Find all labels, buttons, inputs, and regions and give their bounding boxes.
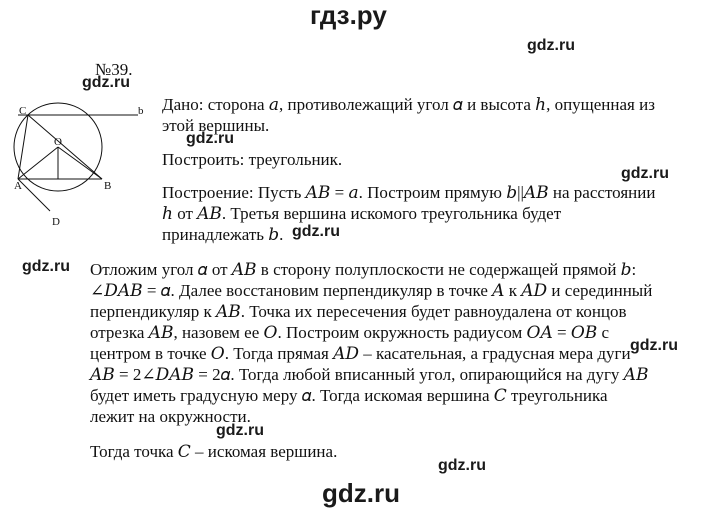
conclusion-line: Тогда точка 𝐶 – искомая вершина. [90, 442, 338, 461]
label-b-line: b [138, 105, 144, 117]
radius-ob [58, 147, 102, 179]
explanation-block [90, 259, 652, 427]
label-c: C [19, 105, 27, 117]
given-line: Дано: сторона 𝑎, противолежащий угол 𝛼 и высота ℎ, опущенная из [162, 95, 655, 114]
task-line: Построить: треугольник. [162, 150, 343, 169]
label-a: A [14, 180, 22, 192]
segment-cb [28, 115, 102, 179]
explanation-line: центром в точке 𝑂. Тогда прямая 𝐴𝐷 – касательная, а градусная мера дуги [90, 344, 631, 363]
given-line: этой вершины. [162, 116, 270, 135]
explanation-line: 𝐴𝐵 = 2∠𝐷𝐴𝐵 = 2𝛼. Тогда любой вписанный угол, опирающийся на дугу 𝐴𝐵 [90, 365, 649, 384]
watermark: gdz.ru [438, 457, 486, 474]
watermark: gdz.ru [82, 74, 130, 91]
explanation-line: перпендикуляр к 𝐴𝐵. Точка их пересечения будет равноудалена от концов [90, 302, 627, 321]
explanation-line: лежит на окружности. [90, 407, 251, 426]
explanation-line: Отложим угол 𝛼 от 𝐴𝐵 в сторону полуплоскости не содержащей прямой 𝑏: [90, 260, 637, 279]
label-d: D [52, 216, 60, 228]
problem-number: №39. [95, 60, 133, 79]
watermark: gdz.ru [621, 165, 669, 182]
construction-figure [10, 92, 150, 232]
radius-oa [18, 147, 58, 179]
header-watermark: гдз.ру [310, 0, 387, 30]
explanation-line: ∠𝐷𝐴𝐵 = 𝛼. Далее восстановим перпендикуляр в точке 𝐴 к 𝐴𝐷 и серединный [90, 281, 653, 300]
watermark: gdz.ru [630, 337, 678, 354]
construction-line: принадлежать 𝑏. [162, 225, 284, 244]
label-b: B [104, 180, 112, 192]
watermark: gdz.ru [22, 258, 70, 275]
watermark: gdz.ru [292, 223, 340, 240]
construction-block [162, 182, 655, 245]
footer-watermark: gdz.ru [322, 478, 400, 508]
watermark: gdz.ru [527, 37, 575, 54]
watermark: gdz.ru [216, 422, 264, 439]
construction-line: ℎ от 𝐴𝐵. Третья вершина искомого треугольника будет [162, 204, 562, 223]
label-o: O [54, 136, 62, 148]
segment-ac [18, 115, 28, 179]
watermark: gdz.ru [186, 130, 234, 147]
explanation-line: отрезка 𝐴𝐵, назовем ее 𝑂. Построим окружность радиусом 𝑂𝐴 = 𝑂𝐵 с [90, 323, 610, 342]
explanation-line: будет иметь градусную меру 𝛼. Тогда искомая вершина 𝐶 треугольника [90, 386, 608, 405]
given-block [162, 94, 655, 136]
construction-line: Построение: Пусть 𝐴𝐵 = 𝑎. Построим прямую 𝑏||𝐴𝐵 на расстоянии [162, 183, 656, 202]
